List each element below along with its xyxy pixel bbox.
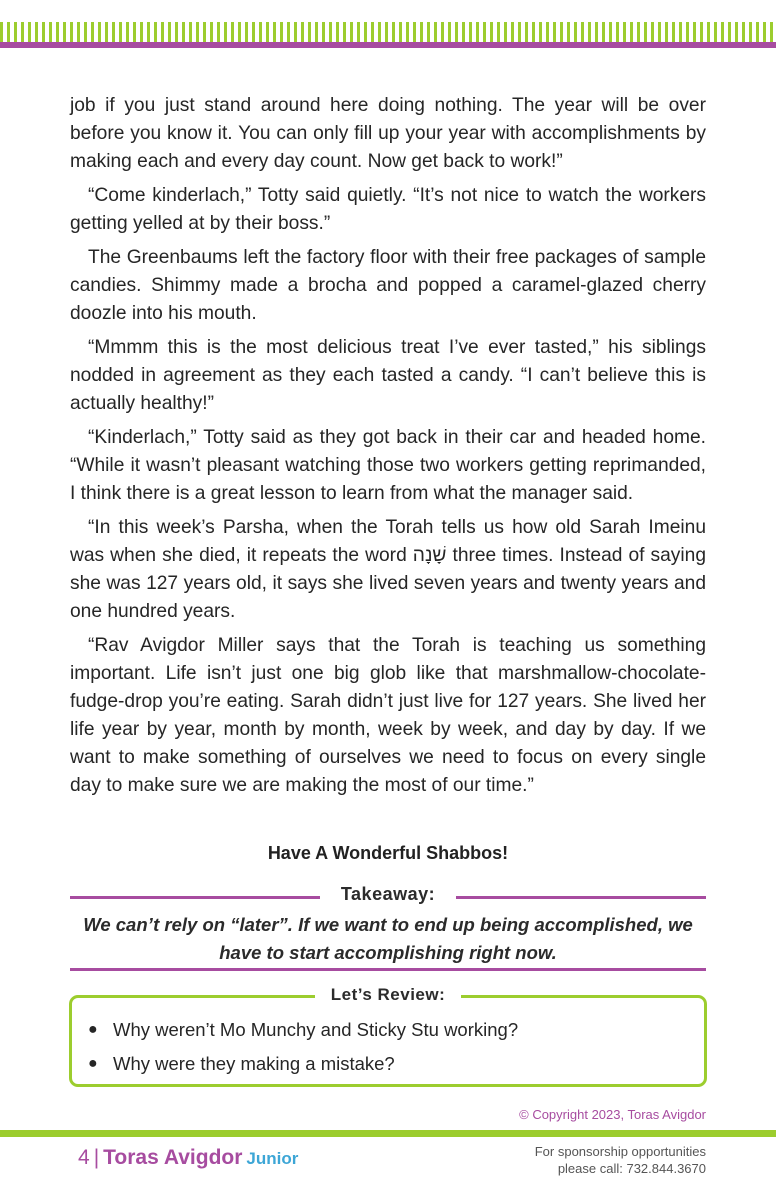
copyright-notice: © Copyright 2023, Toras Avigdor — [519, 1107, 706, 1122]
story-paragraph: “In this week’s Parsha, when the Torah tells us how old Sarah Imeinu was when she died, it repeats the word שָׁנָה three times. Instead of saying she was 127 years old, it says she lived seven years and twenty years and one hundred years. — [70, 517, 706, 622]
sponsorship-line: For sponsorship opportunities — [534, 1144, 706, 1159]
review-list — [88, 1013, 688, 1081]
top-purple-bar — [0, 42, 776, 48]
takeaway-heading: Takeaway: — [340, 884, 436, 904]
review-heading: Let’s Review: — [315, 985, 461, 1005]
story-paragraph: “Mmmm this is the most delicious treat I’ve ever tasted,” his siblings nodded in agreement as they each tasted a candy. “I can’t believe this is actually healthy!” — [70, 337, 706, 414]
story-paragraph: The Greenbaums left the factory floor with their free packages of sample candies. Shimmy made a brocha and popped a caramel-glazed cherry doozle into his mouth. — [70, 247, 706, 324]
top-decorative-stripe — [0, 22, 776, 42]
sponsorship-phone: please call: 732.844.3670 — [557, 1161, 706, 1176]
bullet-icon: ● — [88, 1055, 98, 1072]
takeaway-rule-bottom — [70, 968, 706, 971]
story-body — [70, 92, 706, 806]
story-paragraph: job if you just stand around here doing nothing. The year will be over before you know it. You can only fill up your year with accomplishments by making each and every day count. Now get back to work!” — [70, 95, 706, 172]
review-question-text: Why weren’t Mo Munchy and Sticky Stu working? — [113, 1019, 519, 1040]
footer-separator: | — [93, 1146, 100, 1169]
story-paragraph: “Rav Avigdor Miller says that the Torah is teaching us something important. Life isn’t just one big glob like that marshmallow-chocolate-fudge-drop you’re eating. Sarah didn’t just live for 127 years. She lived her life year by year, month by month, week by week, and day by day. If we want to make something of ourselves we need to focus on every single day to make sure we are making the most of our time.” — [70, 635, 706, 796]
brand-suffix: Junior — [246, 1149, 299, 1168]
closing-greeting: Have A Wonderful Shabbos! — [267, 843, 509, 863]
takeaway-text: We can’t rely on “later”. If we want to end up being accomplished, we have to start accomplishing right now. — [83, 914, 693, 963]
bullet-icon: ● — [88, 1021, 98, 1038]
review-question — [88, 1047, 688, 1081]
story-paragraph: “Kinderlach,” Totty said as they got back in their car and headed home. “While it wasn’t pleasant watching those two workers getting reprimanded, I think there is a great lesson to learn from what the manager said. — [70, 427, 706, 504]
footer-branding — [78, 1146, 298, 1170]
takeaway-rule-right — [456, 896, 706, 899]
bottom-green-bar — [0, 1130, 776, 1137]
sponsorship-info — [535, 1143, 706, 1177]
story-paragraph: “Come kinderlach,” Totty said quietly. “It’s not nice to watch the workers getting yelled at by their boss.” — [70, 185, 706, 234]
takeaway-rule-left — [70, 896, 320, 899]
review-question — [88, 1013, 688, 1047]
brand-name: Toras Avigdor — [103, 1146, 243, 1169]
review-question-text: Why were they making a mistake? — [113, 1053, 395, 1074]
page-number: 4 — [78, 1146, 90, 1169]
